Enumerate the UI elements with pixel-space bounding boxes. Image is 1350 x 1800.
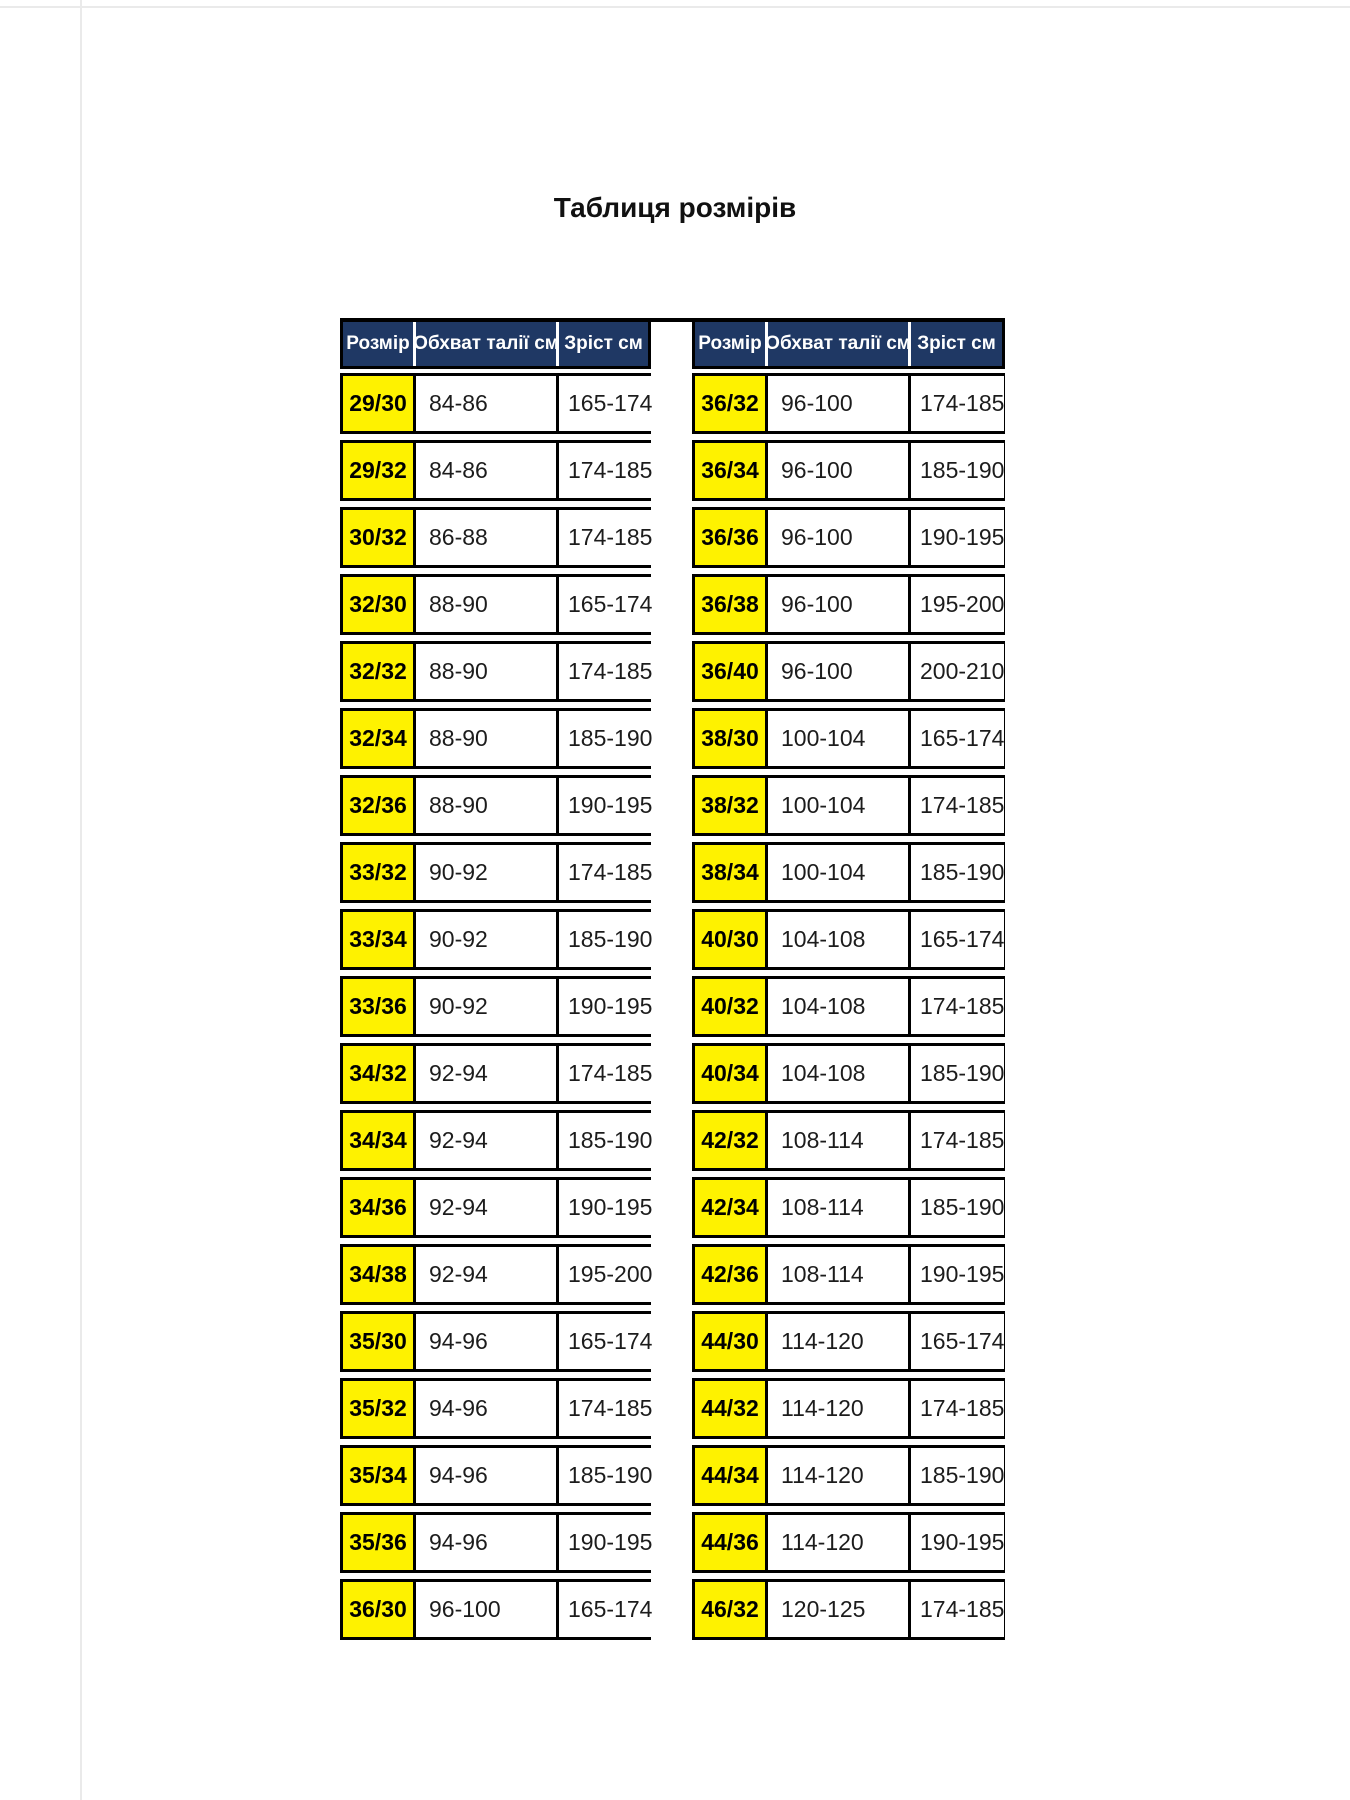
height-cell: 185-190 [911, 845, 1004, 900]
size-cell: 44/30 [695, 1314, 765, 1369]
height-cell: 174-185 [559, 443, 652, 498]
waist-cell: 96-100 [416, 1582, 556, 1637]
table-row [340, 1043, 651, 1104]
size-cell: 44/36 [695, 1515, 765, 1570]
size-cell: 36/34 [695, 443, 765, 498]
height-cell: 165-174 [559, 1314, 652, 1369]
height-cell: 190-195 [911, 510, 1004, 565]
height-cell: 165-174 [911, 912, 1004, 967]
size-cell: 36/32 [695, 376, 765, 431]
height-cell: 195-200 [911, 577, 1004, 632]
size-cell: 42/32 [695, 1113, 765, 1168]
size-cell: 32/30 [343, 577, 413, 632]
size-cell: 32/34 [343, 711, 413, 766]
table-header-row [340, 322, 651, 369]
column-header-waist: Обхват талії см [416, 322, 556, 366]
table-row [340, 574, 651, 635]
waist-cell: 114-120 [768, 1381, 908, 1436]
height-cell: 174-185 [911, 979, 1004, 1034]
waist-cell: 90-92 [416, 979, 556, 1034]
size-cell: 44/34 [695, 1448, 765, 1503]
table-row [340, 1244, 651, 1305]
height-cell: 185-190 [911, 1046, 1004, 1101]
waist-cell: 84-86 [416, 376, 556, 431]
table-row [692, 842, 1005, 903]
table-row [692, 1311, 1005, 1372]
size-cell: 35/36 [343, 1515, 413, 1570]
table-row [692, 775, 1005, 836]
table-row [692, 909, 1005, 970]
size-cell: 29/32 [343, 443, 413, 498]
waist-cell: 104-108 [768, 912, 908, 967]
waist-cell: 88-90 [416, 644, 556, 699]
waist-cell: 96-100 [768, 644, 908, 699]
column-header-waist: Обхват талії см [768, 322, 908, 366]
height-cell: 174-185 [559, 1046, 652, 1101]
waist-cell: 90-92 [416, 845, 556, 900]
size-cell: 33/36 [343, 979, 413, 1034]
size-table-right [692, 322, 1005, 1640]
height-cell: 185-190 [559, 1113, 652, 1168]
height-cell: 174-185 [559, 1381, 652, 1436]
waist-cell: 92-94 [416, 1247, 556, 1302]
table-row [692, 574, 1005, 635]
table-row [692, 976, 1005, 1037]
waist-cell: 100-104 [768, 778, 908, 833]
table-row [692, 1177, 1005, 1238]
table-row [340, 1177, 651, 1238]
height-cell: 174-185 [911, 376, 1004, 431]
height-cell: 190-195 [559, 1180, 652, 1235]
table-row [692, 1043, 1005, 1104]
height-cell: 190-195 [559, 778, 652, 833]
height-cell: 165-174 [559, 376, 652, 431]
waist-cell: 114-120 [768, 1314, 908, 1369]
height-cell: 190-195 [911, 1247, 1004, 1302]
table-header-row [692, 322, 1005, 369]
table-row [340, 507, 651, 568]
height-cell: 174-185 [911, 1582, 1004, 1637]
table-gap [651, 322, 692, 1640]
height-cell: 190-195 [911, 1515, 1004, 1570]
size-cell: 40/30 [695, 912, 765, 967]
height-cell: 185-190 [559, 1448, 652, 1503]
size-tables [340, 318, 1005, 1640]
size-cell: 38/30 [695, 711, 765, 766]
height-cell: 165-174 [559, 1582, 652, 1637]
height-cell: 165-174 [911, 1314, 1004, 1369]
waist-cell: 96-100 [768, 577, 908, 632]
waist-cell: 100-104 [768, 845, 908, 900]
table-row [340, 1110, 651, 1171]
table-row [340, 440, 651, 501]
table-row [340, 1512, 651, 1573]
waist-cell: 88-90 [416, 577, 556, 632]
height-cell: 174-185 [911, 778, 1004, 833]
height-cell: 174-185 [559, 510, 652, 565]
size-cell: 46/32 [695, 1582, 765, 1637]
size-cell: 40/34 [695, 1046, 765, 1101]
height-cell: 165-174 [911, 711, 1004, 766]
waist-cell: 114-120 [768, 1448, 908, 1503]
height-cell: 185-190 [559, 711, 652, 766]
tables-row [340, 322, 1005, 1640]
waist-cell: 94-96 [416, 1314, 556, 1369]
size-cell: 34/34 [343, 1113, 413, 1168]
table-row [340, 976, 651, 1037]
table-row [340, 1311, 651, 1372]
table-row [692, 507, 1005, 568]
size-cell: 40/32 [695, 979, 765, 1034]
waist-cell: 104-108 [768, 1046, 908, 1101]
size-cell: 34/38 [343, 1247, 413, 1302]
size-cell: 42/36 [695, 1247, 765, 1302]
waist-cell: 104-108 [768, 979, 908, 1034]
size-cell: 36/38 [695, 577, 765, 632]
waist-cell: 108-114 [768, 1180, 908, 1235]
waist-cell: 96-100 [768, 376, 908, 431]
height-cell: 190-195 [559, 1515, 652, 1570]
height-cell: 185-190 [911, 1448, 1004, 1503]
height-cell: 185-190 [911, 443, 1004, 498]
height-cell: 165-174 [559, 577, 652, 632]
waist-cell: 94-96 [416, 1515, 556, 1570]
page-title: Таблиця розмірів [553, 192, 797, 223]
table-row [340, 775, 651, 836]
table-row [692, 1445, 1005, 1506]
height-cell: 174-185 [559, 644, 652, 699]
height-cell: 185-190 [559, 912, 652, 967]
waist-cell: 108-114 [768, 1247, 908, 1302]
height-cell: 190-195 [559, 979, 652, 1034]
waist-cell: 88-90 [416, 711, 556, 766]
size-cell: 35/34 [343, 1448, 413, 1503]
waist-cell: 114-120 [768, 1515, 908, 1570]
table-row [340, 1579, 651, 1640]
size-cell: 36/30 [343, 1582, 413, 1637]
size-cell: 42/34 [695, 1180, 765, 1235]
table-row [340, 641, 651, 702]
height-cell: 200-210 [911, 644, 1004, 699]
size-cell: 33/32 [343, 845, 413, 900]
table-row [692, 1110, 1005, 1171]
column-header-size: Розмір [343, 322, 413, 366]
image-top-edge-line [0, 6, 1350, 8]
table-row [692, 440, 1005, 501]
size-cell: 32/32 [343, 644, 413, 699]
column-header-height: Зріст см [559, 322, 648, 366]
waist-cell: 94-96 [416, 1448, 556, 1503]
table-row [692, 1579, 1005, 1640]
waist-cell: 86-88 [416, 510, 556, 565]
size-cell: 35/32 [343, 1381, 413, 1436]
size-cell: 44/32 [695, 1381, 765, 1436]
height-cell: 174-185 [559, 845, 652, 900]
waist-cell: 84-86 [416, 443, 556, 498]
size-cell: 38/34 [695, 845, 765, 900]
table-row [340, 373, 651, 434]
table-row [340, 909, 651, 970]
size-cell: 32/36 [343, 778, 413, 833]
size-cell: 38/32 [695, 778, 765, 833]
waist-cell: 120-125 [768, 1582, 908, 1637]
table-row [340, 842, 651, 903]
size-cell: 34/32 [343, 1046, 413, 1101]
table-row [340, 708, 651, 769]
table-row [692, 1378, 1005, 1439]
table-row [340, 1445, 651, 1506]
waist-cell: 92-94 [416, 1046, 556, 1101]
waist-cell: 92-94 [416, 1180, 556, 1235]
height-cell: 195-200 [559, 1247, 652, 1302]
waist-cell: 108-114 [768, 1113, 908, 1168]
table-row [692, 708, 1005, 769]
size-cell: 36/36 [695, 510, 765, 565]
table-row [340, 1378, 651, 1439]
waist-cell: 88-90 [416, 778, 556, 833]
table-row [692, 641, 1005, 702]
height-cell: 174-185 [911, 1113, 1004, 1168]
height-cell: 174-185 [911, 1381, 1004, 1436]
size-cell: 29/30 [343, 376, 413, 431]
waist-cell: 96-100 [768, 510, 908, 565]
table-row [692, 373, 1005, 434]
waist-cell: 94-96 [416, 1381, 556, 1436]
column-header-height: Зріст см [911, 322, 1002, 366]
table-row [692, 1512, 1005, 1573]
waist-cell: 96-100 [768, 443, 908, 498]
height-cell: 185-190 [911, 1180, 1004, 1235]
size-cell: 30/32 [343, 510, 413, 565]
image-left-edge-line [80, 0, 82, 1800]
waist-cell: 92-94 [416, 1113, 556, 1168]
size-cell: 34/36 [343, 1180, 413, 1235]
size-cell: 33/34 [343, 912, 413, 967]
column-header-size: Розмір [695, 322, 765, 366]
waist-cell: 100-104 [768, 711, 908, 766]
table-row [692, 1244, 1005, 1305]
size-cell: 35/30 [343, 1314, 413, 1369]
size-table-left [340, 322, 651, 1640]
size-cell: 36/40 [695, 644, 765, 699]
waist-cell: 90-92 [416, 912, 556, 967]
